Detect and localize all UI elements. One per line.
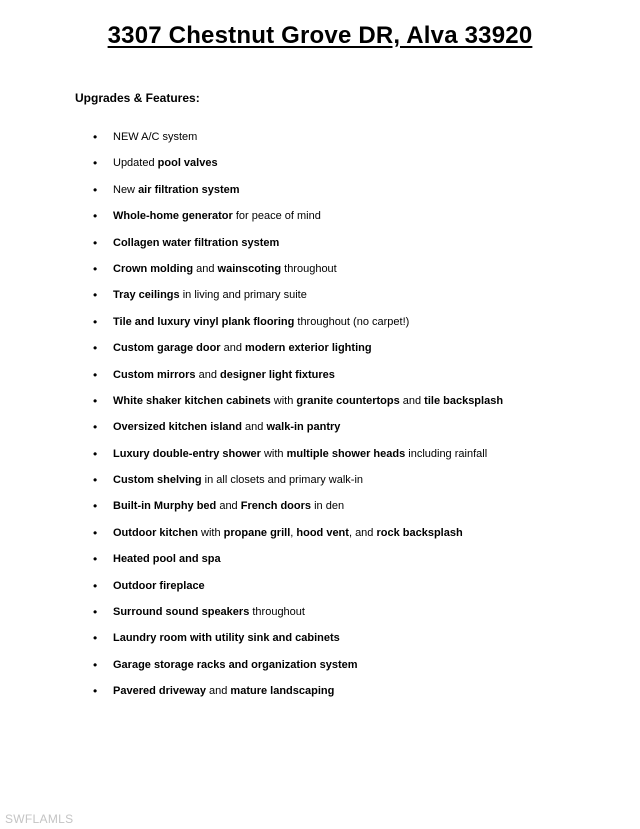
feature-item xyxy=(0,366,640,392)
feature-highlight: tile backsplash xyxy=(424,394,504,407)
section-heading: Upgrades & Features: xyxy=(75,91,200,105)
feature-highlight: Collagen water filtration system xyxy=(113,236,280,249)
feature-highlight: White shaker kitchen cabinets xyxy=(113,394,271,407)
feature-text: and xyxy=(220,342,246,355)
page-title: 3307 Chestnut Grove DR, Alva 33920 xyxy=(107,22,533,49)
feature-text: and xyxy=(205,685,231,698)
feature-item xyxy=(0,128,640,154)
feature-item xyxy=(0,313,640,339)
feature-text: and xyxy=(242,421,267,434)
feature-highlight: French doors xyxy=(240,500,312,513)
feature-text: including rainfall xyxy=(405,447,488,460)
feature-text: for peace of mind xyxy=(232,210,321,223)
feature-item xyxy=(0,629,640,655)
feature-text: and xyxy=(216,500,241,513)
feature-item xyxy=(0,207,640,233)
feature-highlight: Garage storage racks and organization system xyxy=(113,658,358,671)
feature-text: Updated xyxy=(113,157,158,170)
feature-text: , and xyxy=(348,526,377,539)
feature-item xyxy=(0,286,640,312)
feature-item xyxy=(0,445,640,471)
feature-highlight: designer light fixtures xyxy=(220,368,335,381)
feature-item xyxy=(0,497,640,523)
feature-highlight: Heated pool and spa xyxy=(113,553,221,566)
feature-highlight: Laundry room with utility sink and cabinets xyxy=(113,632,340,645)
watermark: SWFLAMLS xyxy=(5,812,74,826)
feature-item xyxy=(0,471,640,497)
feature-item xyxy=(0,154,640,180)
feature-text: with xyxy=(197,526,224,539)
feature-item xyxy=(0,339,640,365)
feature-item xyxy=(0,524,640,550)
feature-list xyxy=(0,128,640,709)
feature-item xyxy=(0,181,640,207)
feature-highlight: granite countertops xyxy=(296,394,400,407)
feature-text: in all closets and primary walk-in xyxy=(201,474,364,487)
feature-text: in living and primary suite xyxy=(179,289,307,302)
feature-highlight: air filtration system xyxy=(138,183,240,196)
feature-highlight: modern exterior lighting xyxy=(245,342,372,355)
feature-highlight: Built-in Murphy bed xyxy=(113,500,217,513)
feature-text: throughout xyxy=(281,262,337,275)
feature-highlight: Custom garage door xyxy=(113,342,221,355)
feature-highlight: multiple shower heads xyxy=(286,447,406,460)
feature-text: with xyxy=(270,394,297,407)
feature-highlight: Custom shelving xyxy=(113,474,202,487)
feature-highlight: hood vent xyxy=(296,526,349,539)
feature-text: and xyxy=(193,262,218,275)
feature-highlight: pool valves xyxy=(157,157,218,170)
feature-highlight: walk-in pantry xyxy=(266,421,341,434)
feature-highlight: Outdoor fireplace xyxy=(113,579,205,592)
feature-item xyxy=(0,550,640,576)
feature-item xyxy=(0,682,640,708)
feature-highlight: wainscoting xyxy=(217,262,282,275)
feature-text: throughout xyxy=(249,606,305,619)
feature-highlight: Tray ceilings xyxy=(113,289,180,302)
feature-item xyxy=(0,603,640,629)
feature-text: , xyxy=(290,526,297,539)
feature-highlight: Pavered driveway xyxy=(113,685,206,698)
feature-highlight: Oversized kitchen island xyxy=(113,421,242,434)
feature-highlight: Luxury double-entry shower xyxy=(113,447,261,460)
feature-text: throughout (no carpet!) xyxy=(294,315,410,328)
feature-highlight: Custom mirrors xyxy=(113,368,196,381)
feature-item xyxy=(0,656,640,682)
feature-text: in den xyxy=(311,500,345,513)
feature-highlight: Whole-home generator xyxy=(113,210,233,223)
feature-item xyxy=(0,234,640,260)
feature-highlight: Tile and luxury vinyl plank flooring xyxy=(113,315,295,328)
feature-highlight: Surround sound speakers xyxy=(113,606,250,619)
feature-item xyxy=(0,418,640,444)
feature-item xyxy=(0,392,640,418)
feature-item xyxy=(0,577,640,603)
feature-highlight: rock backsplash xyxy=(376,526,463,539)
feature-highlight: Outdoor kitchen xyxy=(113,526,198,539)
feature-item xyxy=(0,260,640,286)
feature-highlight: mature landscaping xyxy=(230,685,335,698)
feature-text: and xyxy=(195,368,220,381)
feature-text: New xyxy=(113,183,139,196)
feature-text: with xyxy=(260,447,287,460)
feature-text: and xyxy=(399,394,425,407)
feature-highlight: Crown molding xyxy=(113,262,194,275)
feature-highlight: propane grill xyxy=(223,526,291,539)
feature-text: NEW A/C system xyxy=(113,131,198,143)
